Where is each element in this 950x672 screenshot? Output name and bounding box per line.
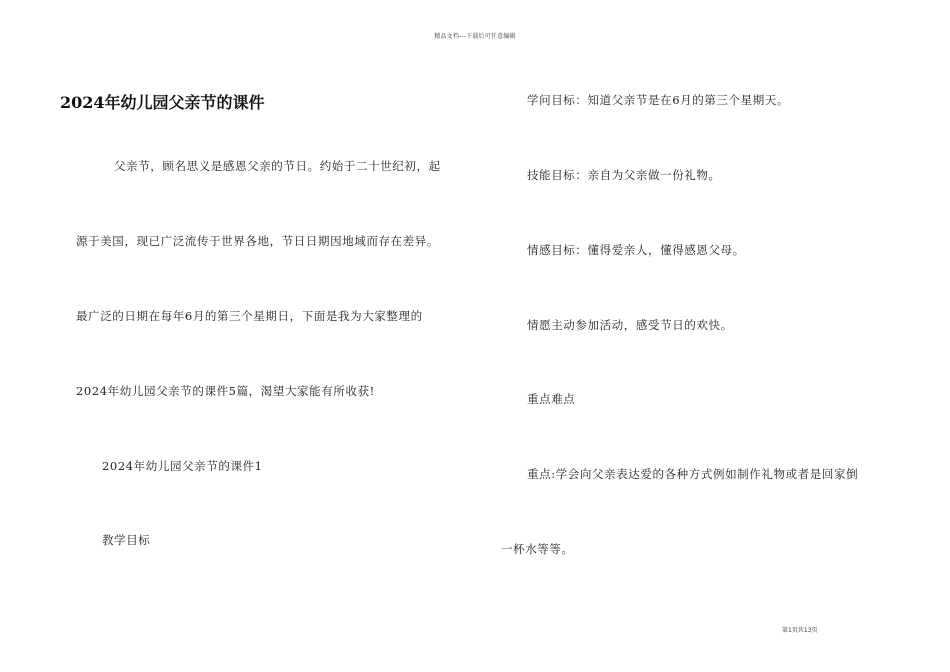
page-number: 第1页共13页	[782, 627, 818, 634]
left-paragraph-line-4: 2024年幼儿园父亲节的课件5篇，渴望大家能有所收获!	[76, 384, 375, 398]
section-heading-teaching-goals: 教学目标	[102, 533, 151, 547]
left-paragraph-line-1: 父亲节，顾名思义是感恩父亲的节日。约始于二十世纪初，起	[114, 159, 441, 173]
right-line-participation: 情愿主动参加活动，感受节日的欢快。	[527, 318, 733, 332]
right-line-knowledge-goal: 学问目标：知道父亲节是在6月的第三个星期天。	[527, 93, 790, 107]
right-heading-key-points: 重点难点	[527, 392, 576, 406]
right-line-key-point-cont: 一杯水等等。	[501, 542, 574, 556]
header-note: 精品文档---下载后可任意编辑	[434, 33, 516, 40]
right-line-skill-goal: 技能目标：亲自为父亲做一份礼物。	[527, 168, 721, 182]
right-line-emotion-goal: 情感目标：懂得爱亲人，懂得感恩父母。	[527, 243, 745, 257]
right-line-key-point: 重点:学会向父亲表达爱的各种方式例如制作礼物或者是回家倒	[527, 467, 859, 481]
left-paragraph-line-3: 最广泛的日期在每年6月的第三个星期日，下面是我为大家整理的	[76, 309, 423, 323]
section-heading-courseware-1: 2024年幼儿园父亲节的课件1	[102, 459, 263, 473]
left-paragraph-line-2: 源于美国，现已广泛流传于世界各地，节日日期因地域而存在差异。	[76, 234, 439, 248]
document-title: 2024年幼儿园父亲节的课件	[60, 93, 265, 112]
